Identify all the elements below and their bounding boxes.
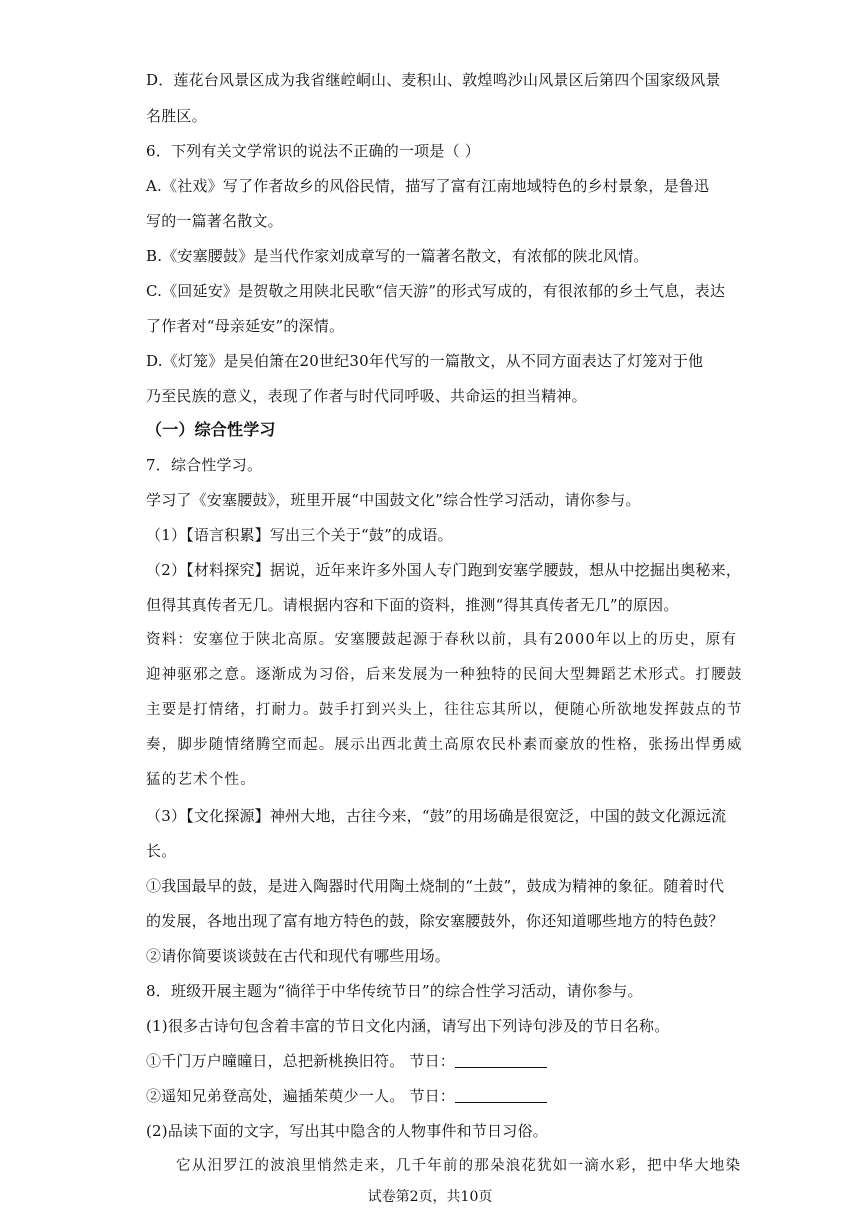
q8-part-2: (2)品读下面的文字，写出其中隐含的人物事件和节日习俗。 <box>146 1122 548 1140</box>
q8-poem-2 <box>146 1086 547 1106</box>
q7-part-3-sub-1-line-2: 的发展，各地出现了富有地方特色的鼓，除安塞腰鼓外，你还知道哪些地方的特色鼓？ <box>146 912 724 930</box>
q7-part-2-line-1: （2）【材料探究】据说，近年来许多外国人专门跑到安塞学腰鼓，想从中挖掘出奥秘来， <box>146 561 742 579</box>
option-d-line-2: 名胜区。 <box>146 107 207 125</box>
q7-intro: 学习了《安塞腰鼓》，班里开展“中国鼓文化”综合性学习活动，请你参与。 <box>146 491 641 509</box>
q6-option-c-line-2: 了作者对“母亲延安”的深情。 <box>146 317 345 335</box>
q7-part-3-sub-1-line-1: ①我国最早的鼓，是进入陶器时代用陶土烧制的“土鼓”，鼓成为精神的象征。随着时代 <box>146 877 725 895</box>
section-heading: （一）综合性学习 <box>146 420 276 439</box>
q8-poem-1-text: ①千门万户曈曈日，总把新桃换旧符。 节日： <box>146 1052 455 1070</box>
q6-option-a-line-2: 写的一篇著名散文。 <box>146 212 283 230</box>
material-line-3: 主要是打情绪，打耐力。鼓手打到兴头上，往往忘其所以，便随心所欲地发挥鼓点的节 <box>146 702 743 718</box>
option-d-line-1: D．莲花台风景区成为我省继崆峒山、麦积山、敦煌鸣沙山风景区后第四个国家级风景 <box>146 71 721 89</box>
q8-part-1: (1)很多古诗句包含着丰富的节日文化内涵，请写出下列诗句涉及的节日名称。 <box>146 1017 670 1035</box>
q6-option-a-line-1: A.《社戏》写了作者故乡的风俗民情，描写了富有江南地域特色的乡村景象，是鲁迅 <box>146 177 710 195</box>
q7-part-3-sub-2: ②请你简要谈谈鼓在古代和现代有哪些用场。 <box>146 947 451 965</box>
q7-part-2-line-2: 但得其真传者无几。请根据内容和下面的资料，推测“得其真传者无几”的原因。 <box>146 596 679 614</box>
question-7-stem: 7．综合性学习。 <box>146 456 263 474</box>
q6-option-d-line-2: 乃至民族的意义，表现了作者与时代同呼吸、共命运的担当精神。 <box>146 387 587 405</box>
q8-poem-1 <box>146 1051 547 1071</box>
q6-option-b: B.《安塞腰鼓》是当代作家刘成章写的一篇著名散文，有浓郁的陕北风情。 <box>146 247 649 265</box>
q8-poem-2-text: ②遥知兄弟登高处，遍插茱萸少一人。 节日： <box>146 1087 455 1105</box>
q7-part-3-line-1: （3）【文化探源】神州大地，古往今来，“鼓”的用场确是很宽泛，中国的鼓文化源远流 <box>146 807 727 825</box>
q6-option-c-line-1: C.《回延安》是贺敬之用陕北民歌“信天游”的形式写成的，有很浓郁的乡土气息，表达 <box>146 282 726 300</box>
question-8-stem: 8．班级开展主题为“徜徉于中华传统节日”的综合性学习活动，请你参与。 <box>146 982 643 1000</box>
page-footer: 试卷第2页，共10页 <box>367 1189 493 1205</box>
material-line-4: 奏，脚步随情绪腾空而起。展示出西北黄土高原农民朴素而豪放的性格，张扬出悍勇威 <box>146 737 743 753</box>
passage-line-1: 它从汨罗江的波浪里悄然走来，几千年前的那朵浪花犹如一滴水彩，把中华大地染 <box>176 1158 742 1174</box>
material-line-5: 猛的艺术个性。 <box>146 772 256 788</box>
q6-option-d-line-1: D.《灯笼》是吴伯箫在20世纪30年代写的一篇散文，从不同方面表达了灯笼对于他 <box>146 352 704 370</box>
answer-blank[interactable] <box>455 1088 547 1103</box>
q7-part-1: （1）【语言积累】写出三个关于“鼓”的成语。 <box>146 526 453 544</box>
q7-part-3-line-2: 长。 <box>146 842 177 860</box>
material-line-2: 迎神驱邪之意。逐渐成为习俗，后来发展为一种独特的民间大型舞蹈艺术形式。打腰鼓 <box>146 667 743 683</box>
question-6-stem: 6．下列有关文学常识的说法不正确的一项是（ ） <box>146 142 480 160</box>
answer-blank[interactable] <box>455 1053 547 1068</box>
material-line-1: 资料：安塞位于陕北高原。安塞腰鼓起源于春秋以前，具有2000年以上的历史，原有 <box>146 632 738 648</box>
